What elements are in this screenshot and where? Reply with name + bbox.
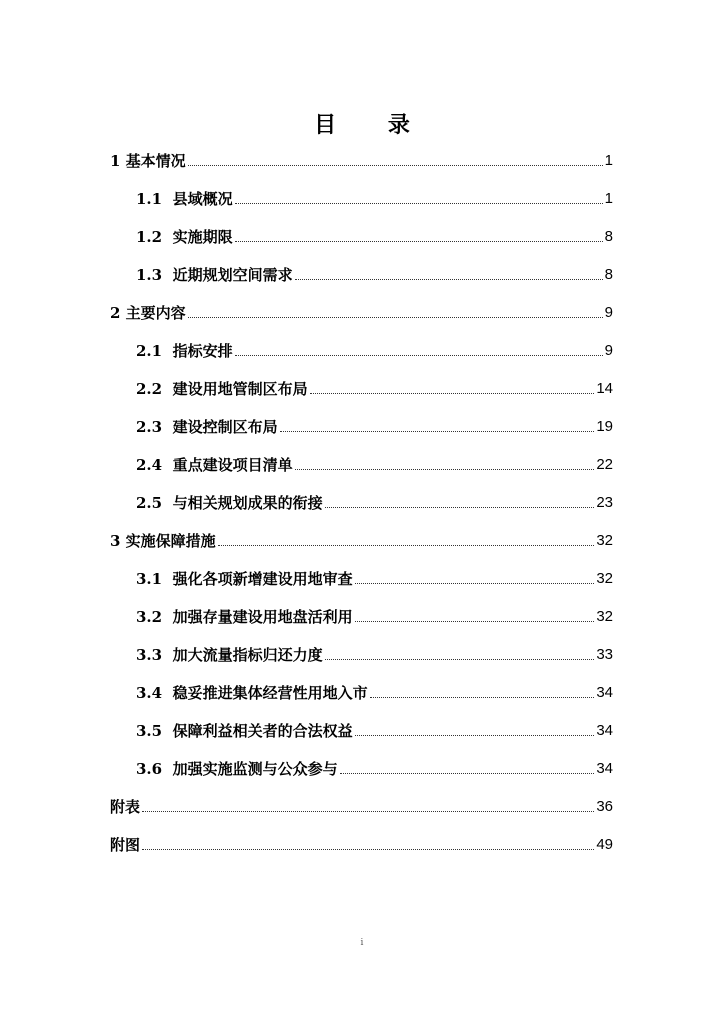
dot-leader <box>280 430 595 432</box>
toc-label: 主要内容 <box>125 304 186 322</box>
toc-page-number: 9 <box>604 342 613 359</box>
dot-leader <box>142 848 594 850</box>
toc-entry[interactable] <box>136 376 613 398</box>
toc-number: 3.2 <box>136 608 163 626</box>
dot-leader <box>325 506 595 508</box>
toc-page-number: 1 <box>604 152 613 169</box>
toc-label: 附图 <box>110 836 141 854</box>
toc-number: 3.4 <box>136 684 163 702</box>
toc-number: 1.3 <box>136 266 163 284</box>
toc-entry[interactable] <box>110 832 613 854</box>
toc-label: 加大流量指标归还力度 <box>172 646 323 664</box>
dot-leader <box>235 240 603 242</box>
toc-label: 加强存量建设用地盘活利用 <box>172 608 353 626</box>
toc-entry[interactable] <box>110 528 613 550</box>
toc-number: 3.3 <box>136 646 163 664</box>
toc-number: 3.6 <box>136 760 163 778</box>
dot-leader <box>355 582 595 584</box>
toc-label: 县域概况 <box>172 190 233 208</box>
toc-number: 1.1 <box>136 190 163 208</box>
dot-leader <box>340 772 595 774</box>
toc-number: 1 <box>110 152 121 170</box>
toc-page-number: 8 <box>604 228 613 245</box>
toc-label: 强化各项新增建设用地审查 <box>172 570 353 588</box>
toc-label: 建设用地管制区布局 <box>172 380 308 398</box>
toc-page-number: 32 <box>596 608 613 625</box>
toc-page-number: 19 <box>596 418 613 435</box>
dot-leader <box>370 696 595 698</box>
toc-label: 基本情况 <box>125 152 186 170</box>
toc-entry[interactable] <box>110 794 613 816</box>
toc-label: 保障利益相关者的合法权益 <box>172 722 353 740</box>
dot-leader <box>235 202 603 204</box>
toc-entry[interactable] <box>110 148 613 170</box>
toc-label: 建设控制区布局 <box>172 418 278 436</box>
toc-label: 近期规划空间需求 <box>172 266 293 284</box>
toc-page-number: 1 <box>604 190 613 207</box>
toc-number: 2.3 <box>136 418 163 436</box>
toc-page-number: 34 <box>596 722 613 739</box>
toc-page-number: 14 <box>596 380 613 397</box>
toc-entry[interactable] <box>136 262 613 284</box>
dot-leader <box>295 468 595 470</box>
dot-leader <box>355 734 595 736</box>
toc-entry[interactable] <box>110 300 613 322</box>
dot-leader <box>295 278 603 280</box>
toc-number: 3 <box>110 532 121 550</box>
toc-page-number: 32 <box>596 570 613 587</box>
dot-leader <box>188 316 603 318</box>
toc-entry[interactable] <box>136 604 613 626</box>
toc-page-number: 9 <box>604 304 613 321</box>
toc-page-number: 8 <box>604 266 613 283</box>
toc-page-number: 36 <box>596 798 613 815</box>
toc-page-number: 34 <box>596 760 613 777</box>
toc-entry[interactable] <box>136 452 613 474</box>
footer-page-number: i <box>360 938 364 948</box>
toc-page-number: 23 <box>596 494 613 511</box>
toc-number: 2.1 <box>136 342 163 360</box>
dot-leader <box>188 164 603 166</box>
toc-entry[interactable] <box>136 718 613 740</box>
toc-entry[interactable] <box>136 338 613 360</box>
toc-entry[interactable] <box>136 224 613 246</box>
toc-page-number: 22 <box>596 456 613 473</box>
dot-leader <box>310 392 595 394</box>
toc-label: 实施保障措施 <box>125 532 216 550</box>
toc-entry[interactable] <box>136 186 613 208</box>
toc-number: 1.2 <box>136 228 163 246</box>
toc-label: 与相关规划成果的衔接 <box>172 494 323 512</box>
toc-label: 加强实施监测与公众参与 <box>172 760 338 778</box>
toc-page-number: 33 <box>596 646 613 663</box>
toc-page-number: 49 <box>596 836 613 853</box>
dot-leader <box>355 620 595 622</box>
toc-label: 稳妥推进集体经营性用地入市 <box>172 684 368 702</box>
toc-number: 2 <box>110 304 121 322</box>
toc-page-number: 34 <box>596 684 613 701</box>
toc-label: 附表 <box>110 798 141 816</box>
dot-leader <box>218 544 595 546</box>
dot-leader <box>142 810 594 812</box>
toc-entry[interactable] <box>136 490 613 512</box>
toc-number: 2.5 <box>136 494 163 512</box>
toc-number: 3.1 <box>136 570 163 588</box>
page-title: 目 录 <box>314 113 432 138</box>
toc-label: 实施期限 <box>172 228 233 246</box>
toc-number: 2.4 <box>136 456 163 474</box>
toc-entry[interactable] <box>136 756 613 778</box>
toc-number: 2.2 <box>136 380 163 398</box>
toc-entry[interactable] <box>136 566 613 588</box>
dot-leader <box>235 354 603 356</box>
dot-leader <box>325 658 595 660</box>
toc-label: 指标安排 <box>172 342 233 360</box>
toc-entry[interactable] <box>136 680 613 702</box>
toc-page-number: 32 <box>596 532 613 549</box>
toc-label: 重点建设项目清单 <box>172 456 293 474</box>
toc-entry[interactable] <box>136 642 613 664</box>
toc-entry[interactable] <box>136 414 613 436</box>
toc-number: 3.5 <box>136 722 163 740</box>
